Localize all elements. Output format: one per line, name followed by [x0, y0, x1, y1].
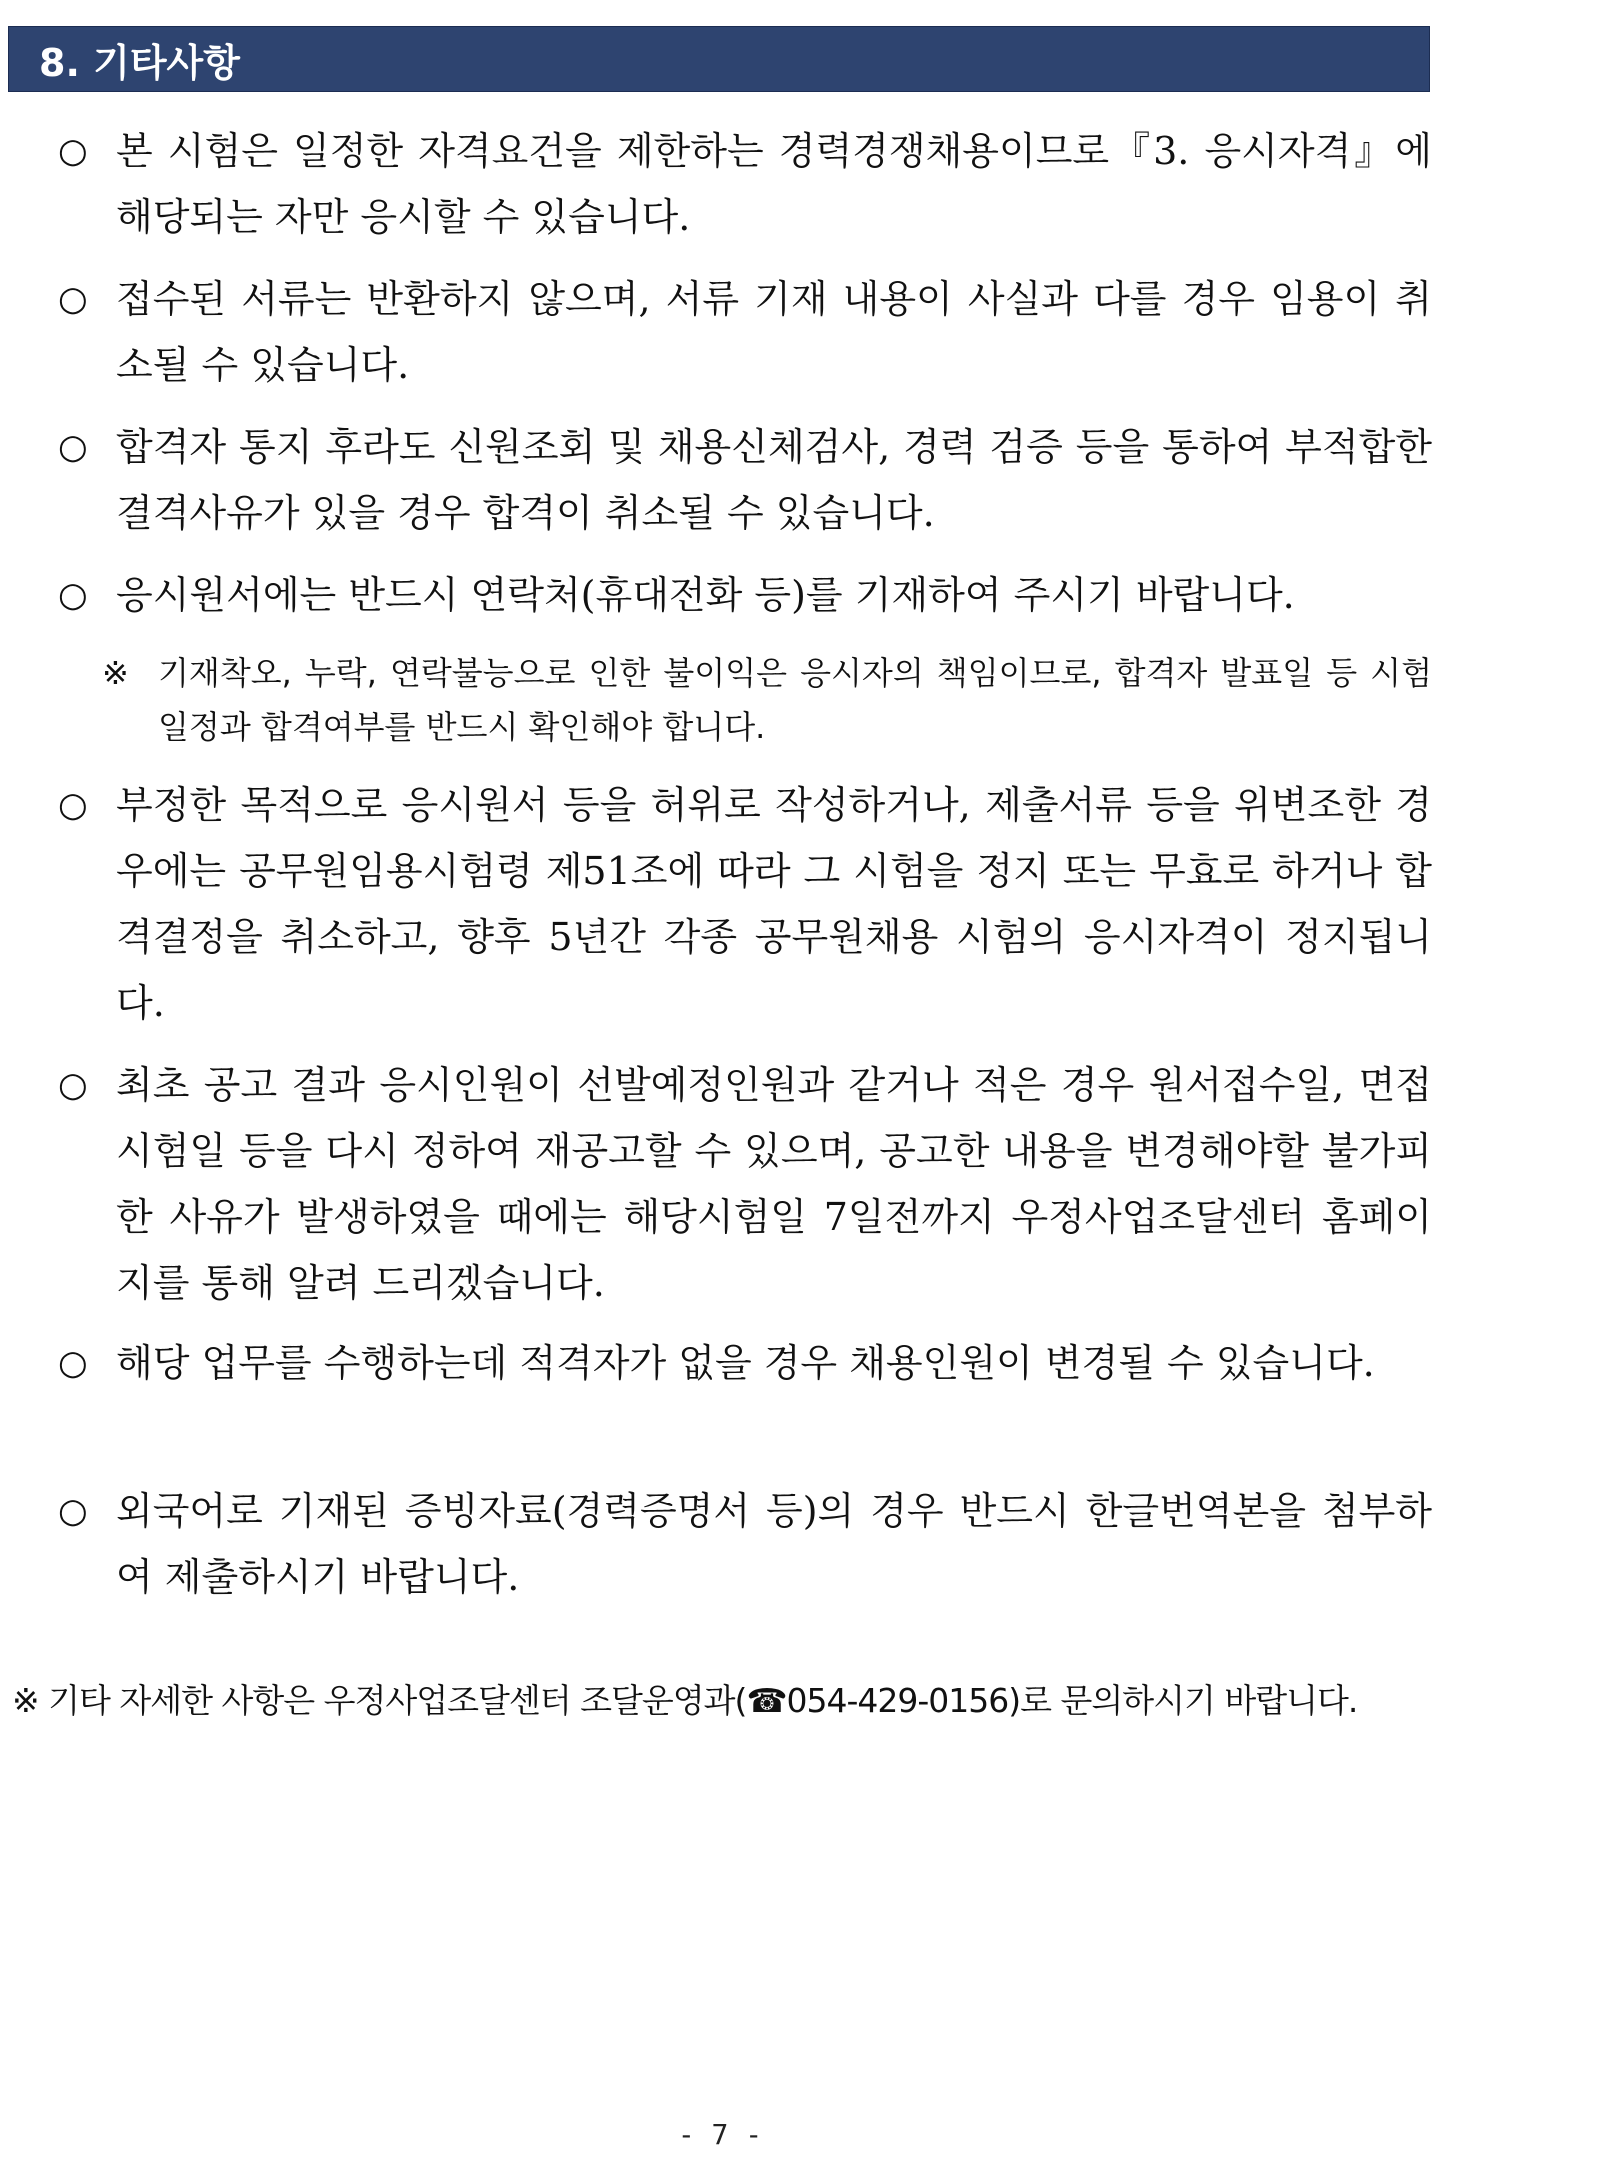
list-item [58, 1478, 1432, 1610]
sub-note [102, 646, 1432, 754]
list-item-text: 본 시험은 일정한 자격요건을 제한하는 경력경쟁채용이므로『3. 응시자격』에 해당되는 자만 응시할 수 있습니다. [116, 129, 1432, 239]
sub-note-text: 기재착오, 누락, 연락불능으로 인한 불이익은 응시자의 책임이므로, 합격자 발표일 등 시험일정과 합격여부를 반드시 확인해야 합니다. [158, 654, 1432, 746]
section-header [8, 26, 1430, 92]
page-number: - 7 - [677, 2118, 763, 2151]
circle-bullet-icon: ○ [58, 131, 88, 171]
list-item-text: 최초 공고 결과 응시인원이 선발예정인원과 같거나 적은 경우 원서접수일, 면접시험일 등을 다시 정하여 재공고할 수 있으며, 공고한 내용을 변경해야할 불가피한 사유가 발생하였을 때에는 해당시험일 7일전까지 우정사업조달센터 홈페이지를 통해 알려 드리겠습니다. [116, 1063, 1432, 1305]
circle-bullet-icon: ○ [58, 1491, 88, 1531]
list-item-text: 접수된 서류는 반환하지 않으며, 서류 기재 내용이 사실과 다를 경우 임용이 취소될 수 있습니다. [116, 277, 1432, 387]
list-item [58, 266, 1432, 398]
list-item-text: 합격자 통지 후라도 신원조회 및 채용신체검사, 경력 검증 등을 통하여 부적합한 결격사유가 있을 경우 합격이 취소될 수 있습니다. [116, 425, 1432, 535]
circle-bullet-icon: ○ [58, 279, 88, 319]
list-item [58, 1052, 1432, 1316]
section-title: 8. 기타사항 [39, 40, 240, 85]
circle-bullet-icon: ○ [58, 785, 88, 825]
circle-bullet-icon: ○ [58, 427, 88, 467]
list-item [58, 1330, 1432, 1396]
list-item-text: 응시원서에는 반드시 연락처(휴대전화 등)를 기재하여 주시기 바랍니다. [116, 573, 1295, 617]
circle-bullet-icon: ○ [58, 1343, 88, 1383]
list-item-text: 해당 업무를 수행하는데 적격자가 없을 경우 채용인원이 변경될 수 있습니다. [116, 1341, 1375, 1385]
list-item [58, 772, 1432, 1036]
circle-bullet-icon: ○ [58, 575, 88, 615]
list-item [58, 118, 1432, 250]
circle-bullet-icon: ○ [58, 1065, 88, 1105]
list-item [58, 562, 1432, 628]
list-item-text: 외국어로 기재된 증빙자료(경력증명서 등)의 경우 반드시 한글번역본을 첨부하여 제출하시기 바랍니다. [116, 1489, 1432, 1599]
list-item [58, 414, 1432, 546]
reference-mark-icon: ※ [102, 654, 129, 692]
list-item-text: 부정한 목적으로 응시원서 등을 허위로 작성하거나, 제출서류 등을 위변조한 경우에는 공무원임용시험령 제51조에 따라 그 시험을 정지 또는 무효로 하거나 합격결정을 취소하고, 향후 5년간 각종 공무원채용 시험의 응시자격이 정지됩니다. [116, 783, 1432, 1025]
contact-note: ※ 기타 자세한 사항은 우정사업조달센터 조달운영과(☎054-429-0156)로 문의하시기 바랍니다. [12, 1681, 1358, 1720]
